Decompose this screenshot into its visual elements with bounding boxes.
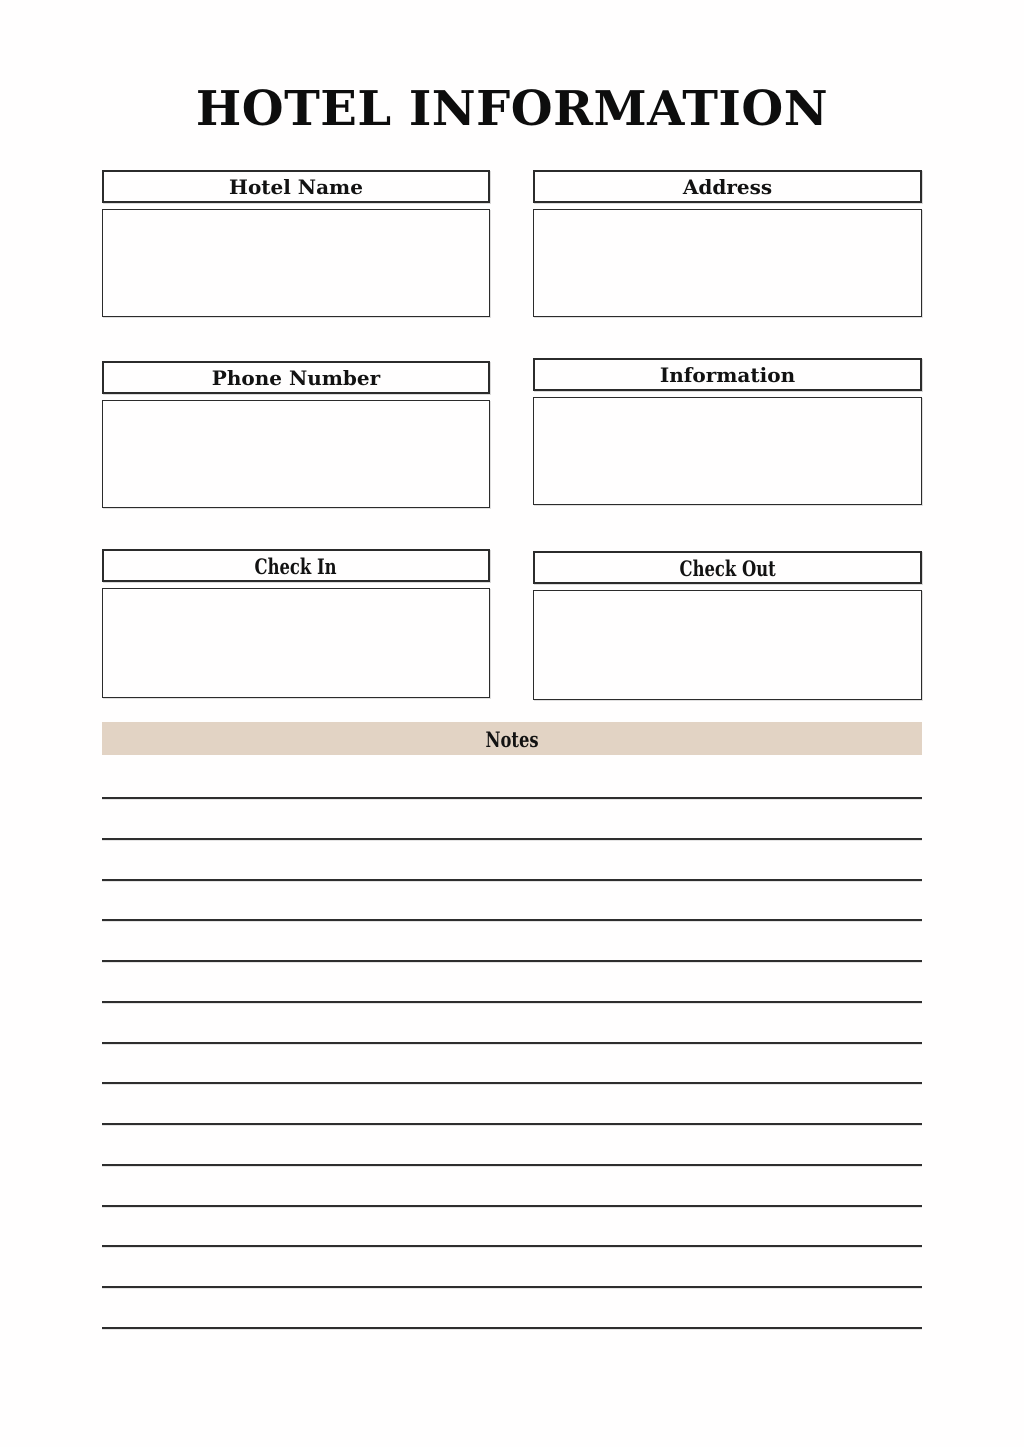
note-line [102,838,922,879]
note-line [102,797,922,838]
field-group-address [533,170,922,317]
phone-number-label-box [102,361,490,394]
note-line [102,1327,922,1368]
note-line [102,1123,922,1164]
page-title: HOTEL INFORMATION [195,81,829,137]
note-line [102,960,922,1001]
address-label-box [533,170,922,203]
field-group-hotel-name [102,170,490,317]
hotel-name-input-box[interactable] [102,209,490,317]
notes-header [102,722,922,755]
note-line [102,1245,922,1286]
phone-number-label: Phone Number [211,366,381,390]
address-input-box[interactable] [533,209,922,317]
notes-label: Notes [485,726,539,752]
check-in-label: Check In [255,553,337,579]
information-label-box [533,358,922,391]
field-group-phone-number [102,361,490,508]
information-label: Information [659,363,796,387]
check-in-label-box [102,549,490,582]
check-in-input-box[interactable] [102,588,490,698]
hotel-name-label-box [102,170,490,203]
field-group-information [533,358,922,505]
note-line [102,1042,922,1083]
information-input-box[interactable] [533,397,922,505]
hotel-name-label: Hotel Name [229,175,363,199]
phone-number-input-box[interactable] [102,400,490,508]
note-line [102,1164,922,1205]
address-label: Address [682,175,773,199]
field-group-check-in [102,549,490,698]
check-out-label: Check Out [679,555,776,581]
note-line [102,919,922,960]
note-line [102,1286,922,1327]
check-out-label-box [533,551,922,584]
note-line [102,1082,922,1123]
note-line [102,1001,922,1042]
note-line [102,879,922,920]
notes-lines-area[interactable] [102,797,922,1369]
field-group-check-out [533,551,922,700]
note-line [102,1205,922,1246]
check-out-input-box[interactable] [533,590,922,700]
